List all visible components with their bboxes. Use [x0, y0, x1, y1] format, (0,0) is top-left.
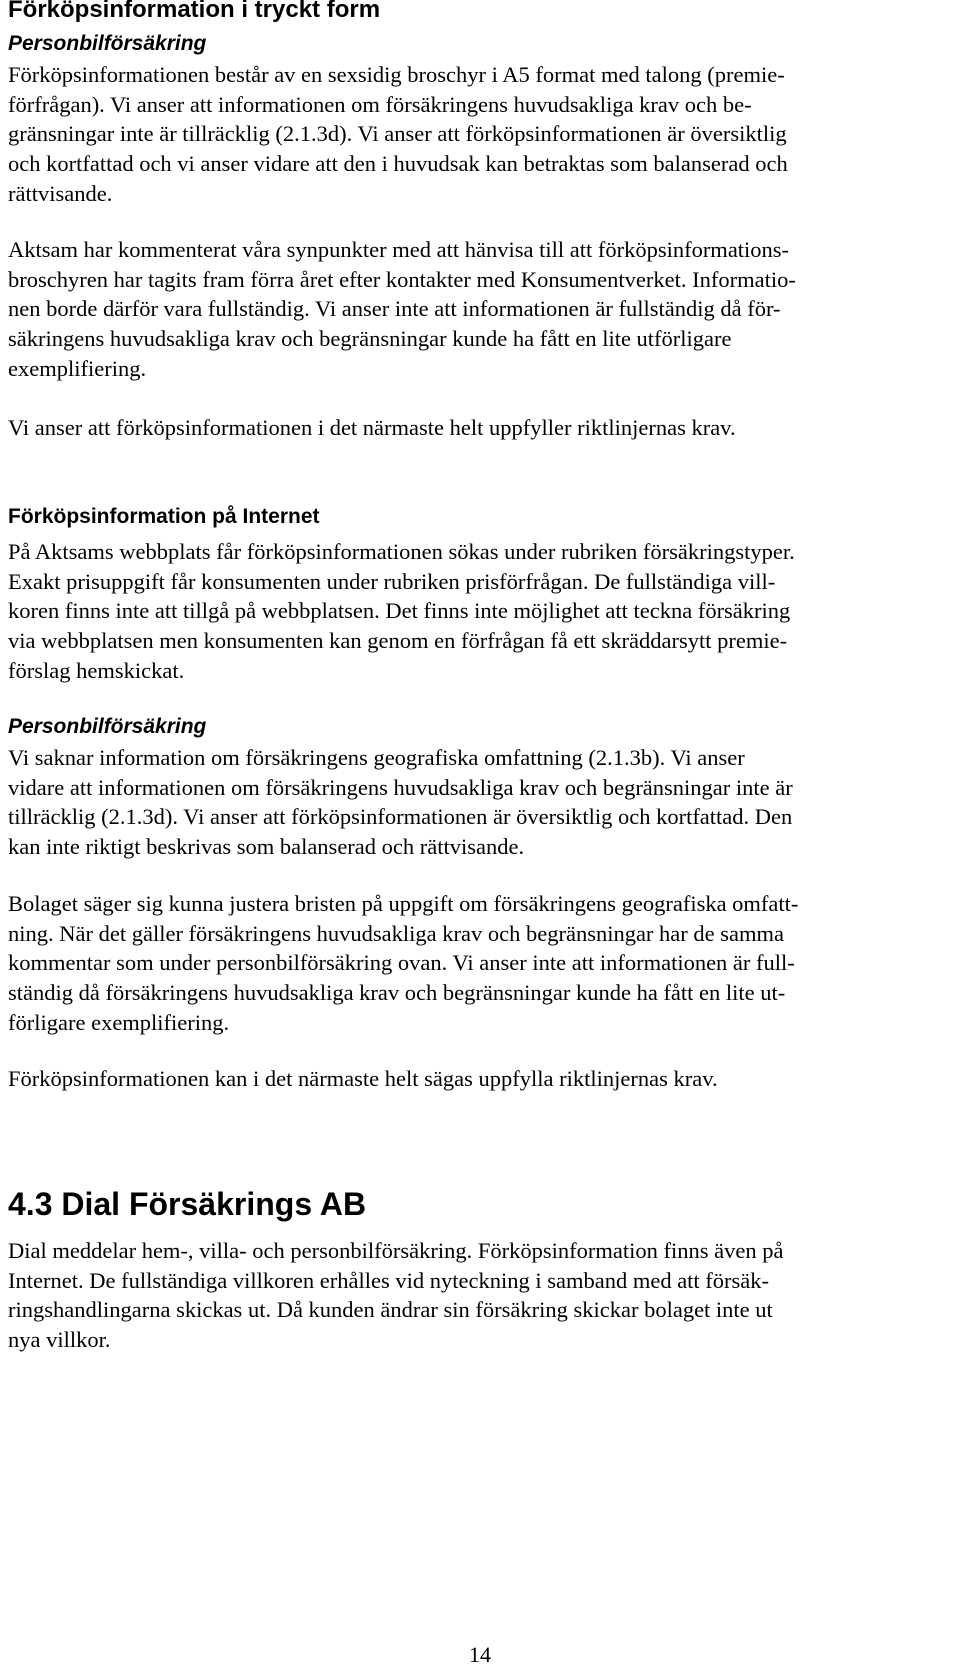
text-line: förligare exemplifiering.	[8, 1009, 230, 1035]
text-line: Internet. De fullständiga villkoren erhålles vid nyteckning i samband med att försäk-	[8, 1267, 770, 1293]
text-line: koren finns inte att tillgå på webbplatsen. Det finns inte möjlighet att teckna försäkring	[8, 598, 791, 624]
paragraph-2	[8, 235, 796, 384]
text-line: broschyren har tagits fram förra året efter kontakter med Konsumentverket. Informatio-	[8, 266, 796, 292]
paragraph-4	[8, 537, 795, 686]
text-line: ständig då försäkringens huvudsakliga krav och begränsningar kunde ha fått en lite ut-	[8, 980, 786, 1006]
text-line: Dial meddelar hem-, villa- och personbilförsäkring. Förköpsinformation finns även på	[8, 1238, 784, 1263]
subheading-personbil-internet: Personbilförsäkring	[8, 715, 207, 738]
text-line: kan inte riktigt beskrivas som balanserad och rättvisande.	[8, 834, 525, 860]
text-line: Förköpsinformationen kan i det närmaste helt sägas uppfylla riktlinjernas krav.	[8, 1066, 718, 1091]
text-line: förfrågan). Vi anser att informationen om försäkringens huvudsakliga krav och be-	[8, 91, 752, 117]
text-line: Aktsam har kommenterat våra synpunkter med att hänvisa till att förköpsinformations-	[8, 237, 790, 262]
paragraph-7	[8, 1064, 718, 1094]
paragraph-5	[8, 743, 793, 862]
paragraph-1	[8, 60, 788, 209]
text-line: Bolaget säger sig kunna justera bristen på uppgift om försäkringens geografiska omfatt-	[8, 891, 799, 916]
text-line: exemplifiering.	[8, 355, 147, 381]
text-line: Vi saknar information om försäkringens geografiska omfattning (2.1.3b). Vi anser	[8, 745, 745, 770]
paragraph-3	[8, 413, 736, 443]
section-heading-internet: Förköpsinformation på Internet	[8, 505, 320, 528]
subheading-personbil-print: Personbilförsäkring	[8, 32, 207, 55]
text-line: På Aktsams webbplats får förköpsinformationen sökas under rubriken försäkringstyper.	[8, 539, 795, 564]
text-line: kommentar som under personbilförsäkring ovan. Vi anser inte att informationen är full-	[8, 950, 795, 976]
text-line: tillräcklig (2.1.3d). Vi anser att förköpsinformationen är översiktlig och kortfattad. Den	[8, 804, 793, 830]
text-line: förslag hemskickat.	[8, 657, 185, 683]
section-heading-dial: 4.3 Dial Försäkrings AB	[8, 1186, 367, 1222]
text-line: Exakt prisuppgift får konsumenten under rubriken prisförfrågan. De fullständiga vill-	[8, 568, 776, 594]
text-line: Förköpsinformationen består av en sexsidig broschyr i A5 format med talong (premie-	[8, 62, 785, 87]
paragraph-6	[8, 889, 798, 1038]
text-line: nen borde därför vara fullständig. Vi anser inte att informationen är fullständig då för-	[8, 296, 781, 322]
text-line: Vi anser att förköpsinformationen i det närmaste helt uppfyller riktlinjernas krav.	[8, 415, 736, 440]
text-line: via webbplatsen men konsumenten kan genom en förfrågan få ett skräddarsytt premie-	[8, 628, 788, 654]
paragraph-8	[8, 1236, 783, 1355]
text-line: vidare att informationen om försäkringens huvudsakliga krav och begränsningar inte är	[8, 774, 793, 800]
page-number: 14	[469, 1642, 491, 1667]
text-line: rättvisande.	[8, 180, 113, 206]
text-line: och kortfattad och vi anser vidare att den i huvudsak kan betraktas som balanserad och	[8, 151, 788, 177]
text-line: gränsningar inte är tillräcklig (2.1.3d). Vi anser att förköpsinformationen är översiktlig	[8, 121, 787, 147]
text-line: nya villkor.	[8, 1327, 111, 1353]
section-heading-print: Förköpsinformation i tryckt form	[8, 0, 381, 23]
text-line: säkringens huvudsakliga krav och begränsningar kunde ha fått en lite utförligare	[8, 326, 732, 352]
text-line: ning. När det gäller försäkringens huvudsakliga krav och begränsningar har de samma	[8, 920, 784, 946]
text-line: ringshandlingarna skickas ut. Då kunden ändrar sin försäkring skickar bolaget inte ut	[8, 1297, 773, 1323]
